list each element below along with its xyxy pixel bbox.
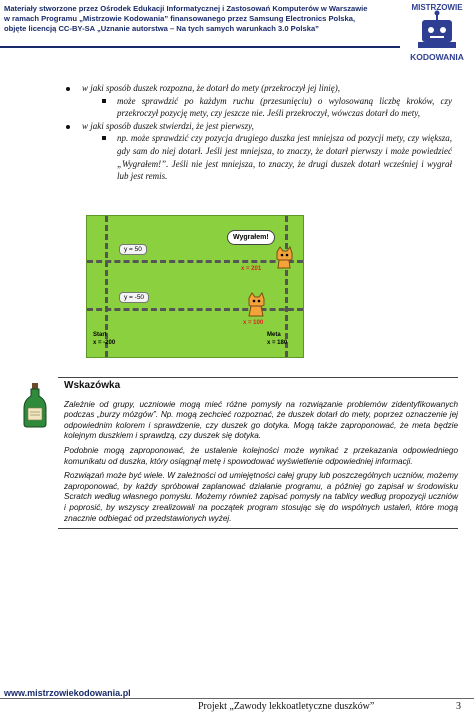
sub-list-item xyxy=(62,95,452,120)
header-line-3: objęte licencją CC-BY-SA „Uznanie autorstwa – Na tych samych warunkach 3.0 Polska” xyxy=(4,24,319,33)
reporter-y-50: y = 50 xyxy=(119,244,147,255)
sub-list-item xyxy=(62,132,452,182)
content-list xyxy=(62,82,452,183)
header-text xyxy=(4,4,396,34)
header-rule xyxy=(0,46,400,48)
list-item-text: w jaki sposób duszek rozpozna, że dotarł do mety (przekroczył jej linię), xyxy=(82,83,341,93)
cat-1-x-value: x = 201 xyxy=(241,266,262,272)
start-value: x = -200 xyxy=(93,340,116,346)
hint-box xyxy=(64,381,458,528)
finish-value: x = 180 xyxy=(267,340,288,346)
sub-list-item-text: może sprawdzić po każdym ruchu (przesunięciu) o wylosowaną liczbę kroków, czy przekroczył pozycję mety, czy jeszcze nie. Jeśli przekroczył, wówczas dotarł do mety, xyxy=(117,95,452,119)
page-number: 3 xyxy=(456,701,461,712)
list-item-text: w jaki sposób duszek stwierdzi, że jest pierwszy, xyxy=(82,120,254,131)
hint-paragraph: Zależnie od grupy, uczniowie mogą mieć różne pomysły na rozwiązanie problemów zidentyfikowanych podczas „burzy mózgów”. Np. mogą zechcieć rozpoznać, że duszek dotarł do mety, poprzez oznaczenie jej odpowiednim kolorem i sprawdzenie, czy duszek go dotyka. Mogą także zaproponować, że meta będzie kolejnym duszkiem i sprawdzą, czy duszek się dotyka. xyxy=(64,399,458,441)
cat-sprite-icon xyxy=(245,292,267,318)
hint-rule-bottom xyxy=(58,528,458,529)
bullet-icon xyxy=(66,125,70,129)
header-line-1: Materiały stworzone przez Ośrodek Edukacji Informatycznej i Zastosowań Komputerów w Warszawie xyxy=(4,4,368,13)
scratch-stage-image xyxy=(86,215,304,358)
mistrzowie-kodowania-logo xyxy=(400,0,474,70)
track-line-top xyxy=(87,260,303,263)
track-line-bottom xyxy=(87,308,303,311)
hint-paragraph: Rozwiązań może być wiele. W zależności od umiejętności całej grupy lub poszczególnych uczniów, możemy zaproponować, by każdy spróbował zaplanować działanie programu, a później go zapisał w środowisku Scratch według własnego pomysłu. Możemy również zapisać pomysły na tablicy według propozycji uczniów i poprosić, by wszyscy zrealizowali na początek program stosując się do wspólnych ustaleń, które mogą znacznie odbiegać od przedstawionych wyżej. xyxy=(64,471,458,523)
list-item xyxy=(62,120,452,133)
cat-sprite-icon xyxy=(273,246,295,270)
speech-bubble: Wygrałem! xyxy=(227,230,275,245)
reporter-y-minus-50: y = -50 xyxy=(119,292,149,303)
cat-2-x-value: x = 100 xyxy=(243,320,264,326)
footer-website-link[interactable]: www.mistrzowiekodowania.pl xyxy=(4,688,131,698)
header-line-2: w ramach Programu „Mistrzowie Kodowania” finansowanego przez Samsung Electronics Polska, xyxy=(4,14,356,23)
square-bullet-icon xyxy=(102,99,106,103)
hint-paragraph: Podobnie mogą zaproponować, że ustalenie kolejności może wynikać z przekazania odpowiedniego komunikatu od duszka, który osiągnął metę i spowodować wyświetlenie odpowiedniej informacji. xyxy=(64,445,458,466)
list-item xyxy=(62,82,452,95)
finish-line xyxy=(285,216,288,357)
hint-title: Wskazówka xyxy=(64,380,121,391)
footer-rule xyxy=(0,698,474,699)
sub-list-item-text: np. może sprawdzić czy pozycja drugiego duszka jest mniejsza od pozycji mety, czy większa, gdy sam do niej dotarł. Jeśli jest mniejsza, to znaczy, że dotarł pierwszy i może powiedzieć „Wygrałem!”. Jeśli nie jest mniejsza, to znaczy, że drugi duszek dotarł wcześniej i wygrał lub jest remis. xyxy=(117,133,452,182)
bottle-icon xyxy=(20,382,50,428)
logo-text-bottom: KODOWANIA xyxy=(410,52,464,62)
hint-rule-top xyxy=(58,377,458,378)
bullet-icon xyxy=(66,87,70,91)
square-bullet-icon xyxy=(102,136,106,140)
footer-project-title: Projekt „Zawody lekkoatletyczne duszków” xyxy=(198,701,375,712)
start-label: Start xyxy=(93,332,107,338)
finish-label: Meta xyxy=(267,332,281,338)
logo-text-top: MISTRZOWIE xyxy=(411,3,463,12)
